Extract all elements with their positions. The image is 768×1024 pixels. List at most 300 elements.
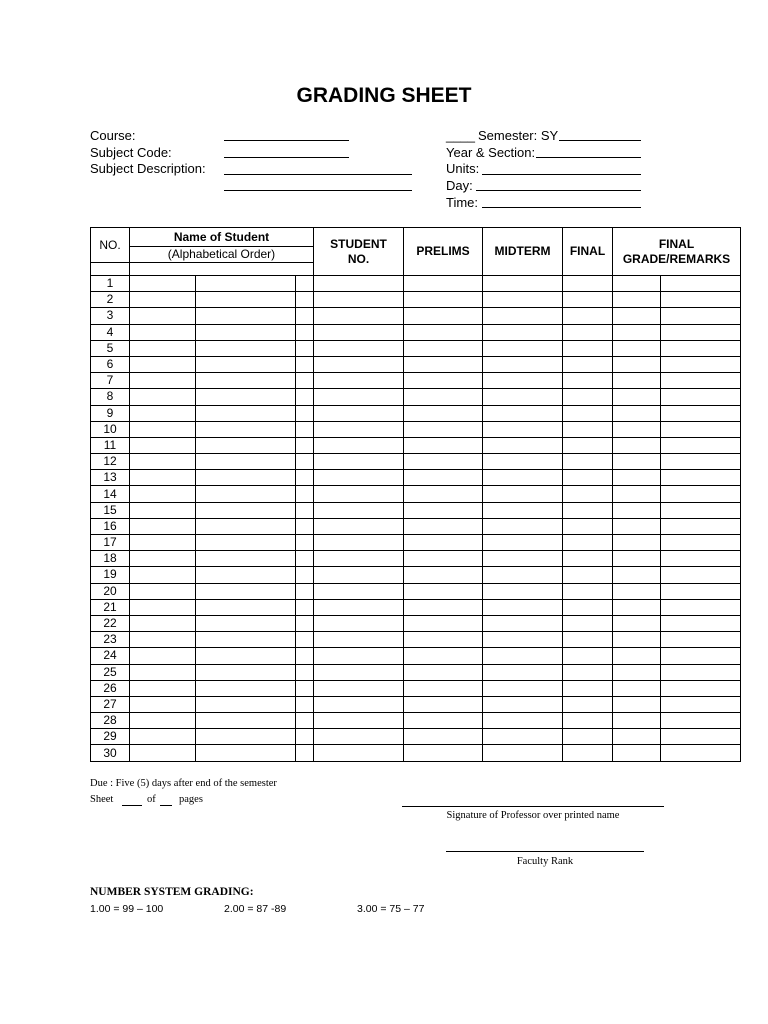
prelims-cell[interactable]: [404, 615, 483, 631]
midterm-cell[interactable]: [483, 470, 563, 486]
final-grade-cell[interactable]: [613, 632, 661, 648]
midterm-cell[interactable]: [483, 454, 563, 470]
last-name-cell[interactable]: [130, 470, 196, 486]
final-cell[interactable]: [563, 389, 613, 405]
final-grade-cell[interactable]: [613, 696, 661, 712]
first-name-cell[interactable]: [196, 713, 296, 729]
student-no-cell[interactable]: [314, 486, 404, 502]
header-midterm: MIDTERM: [483, 228, 563, 276]
student-no-cell[interactable]: [314, 696, 404, 712]
final-cell[interactable]: [563, 535, 613, 551]
prelims-cell[interactable]: [404, 535, 483, 551]
last-name-cell[interactable]: [130, 664, 196, 680]
prelims-cell[interactable]: [404, 551, 483, 567]
last-name-cell[interactable]: [130, 454, 196, 470]
midterm-cell[interactable]: [483, 583, 563, 599]
first-name-cell[interactable]: [196, 292, 296, 308]
student-no-cell[interactable]: [314, 454, 404, 470]
first-name-cell[interactable]: [196, 340, 296, 356]
first-name-cell[interactable]: [196, 421, 296, 437]
last-name-cell[interactable]: [130, 421, 196, 437]
last-name-cell[interactable]: [130, 696, 196, 712]
time-field[interactable]: [482, 207, 641, 208]
last-name-cell[interactable]: [130, 680, 196, 696]
prelims-cell[interactable]: [404, 437, 483, 453]
prelims-cell[interactable]: [404, 567, 483, 583]
first-name-cell[interactable]: [196, 551, 296, 567]
midterm-cell[interactable]: [483, 502, 563, 518]
middle-initial-cell[interactable]: [296, 551, 314, 567]
middle-initial-cell[interactable]: [296, 535, 314, 551]
subject-description-label: Subject Description:: [90, 161, 206, 176]
middle-initial-cell[interactable]: [296, 664, 314, 680]
prelims-cell[interactable]: [404, 470, 483, 486]
first-name-cell[interactable]: [196, 680, 296, 696]
final-grade-cell[interactable]: [613, 324, 661, 340]
subject-description-field[interactable]: [224, 174, 412, 175]
last-name-cell[interactable]: [130, 405, 196, 421]
final-cell[interactable]: [563, 292, 613, 308]
prelims-cell[interactable]: [404, 632, 483, 648]
final-grade-cell[interactable]: [613, 518, 661, 534]
first-name-cell[interactable]: [196, 745, 296, 761]
remarks-cell[interactable]: [661, 696, 741, 712]
student-no-cell[interactable]: [314, 713, 404, 729]
prelims-cell[interactable]: [404, 292, 483, 308]
final-grade-cell[interactable]: [613, 567, 661, 583]
final-cell[interactable]: [563, 729, 613, 745]
midterm-cell[interactable]: [483, 292, 563, 308]
midterm-cell[interactable]: [483, 648, 563, 664]
final-cell[interactable]: [563, 340, 613, 356]
prelims-cell[interactable]: [404, 340, 483, 356]
first-name-cell[interactable]: [196, 437, 296, 453]
midterm-cell[interactable]: [483, 486, 563, 502]
midterm-cell[interactable]: [483, 664, 563, 680]
row-number: 24: [91, 648, 130, 664]
last-name-cell[interactable]: [130, 745, 196, 761]
final-grade-cell[interactable]: [613, 340, 661, 356]
middle-initial-cell[interactable]: [296, 632, 314, 648]
final-cell[interactable]: [563, 696, 613, 712]
header-final-grade-line1: FINAL: [658, 236, 695, 251]
total-pages-field[interactable]: [160, 805, 172, 806]
final-grade-cell[interactable]: [613, 292, 661, 308]
student-no-cell[interactable]: [314, 324, 404, 340]
first-name-cell[interactable]: [196, 567, 296, 583]
last-name-cell[interactable]: [130, 567, 196, 583]
student-no-cell[interactable]: [314, 502, 404, 518]
first-name-cell[interactable]: [196, 405, 296, 421]
row-number: 23: [91, 632, 130, 648]
header-prelims: PRELIMS: [404, 228, 483, 276]
prelims-cell[interactable]: [404, 324, 483, 340]
semester-field[interactable]: [559, 140, 641, 141]
student-no-cell[interactable]: [314, 664, 404, 680]
remarks-cell[interactable]: [661, 421, 741, 437]
prelims-cell[interactable]: [404, 502, 483, 518]
midterm-cell[interactable]: [483, 745, 563, 761]
row-number: 10: [91, 421, 130, 437]
remarks-cell[interactable]: [661, 583, 741, 599]
midterm-cell[interactable]: [483, 632, 563, 648]
middle-initial-cell[interactable]: [296, 470, 314, 486]
student-no-cell[interactable]: [314, 680, 404, 696]
prelims-cell[interactable]: [404, 696, 483, 712]
first-name-cell[interactable]: [196, 615, 296, 631]
final-grade-cell[interactable]: [613, 502, 661, 518]
first-name-cell[interactable]: [196, 518, 296, 534]
final-cell[interactable]: [563, 518, 613, 534]
prelims-cell[interactable]: [404, 373, 483, 389]
subject-code-field[interactable]: [224, 157, 349, 158]
final-cell[interactable]: [563, 664, 613, 680]
final-grade-cell[interactable]: [613, 276, 661, 292]
student-no-cell[interactable]: [314, 292, 404, 308]
middle-initial-cell[interactable]: [296, 340, 314, 356]
last-name-cell[interactable]: [130, 389, 196, 405]
first-name-cell[interactable]: [196, 356, 296, 372]
final-cell[interactable]: [563, 745, 613, 761]
midterm-cell[interactable]: [483, 518, 563, 534]
prelims-cell[interactable]: [404, 421, 483, 437]
final-cell[interactable]: [563, 502, 613, 518]
final-grade-cell[interactable]: [613, 389, 661, 405]
final-cell[interactable]: [563, 356, 613, 372]
prelims-cell[interactable]: [404, 308, 483, 324]
prelims-cell[interactable]: [404, 664, 483, 680]
midterm-cell[interactable]: [483, 373, 563, 389]
middle-initial-cell[interactable]: [296, 324, 314, 340]
final-cell[interactable]: [563, 680, 613, 696]
final-grade-cell[interactable]: [613, 648, 661, 664]
midterm-cell[interactable]: [483, 405, 563, 421]
middle-initial-cell[interactable]: [296, 615, 314, 631]
header-student-no-line1: STUDENT: [330, 236, 387, 251]
prelims-cell[interactable]: [404, 389, 483, 405]
final-cell[interactable]: [563, 583, 613, 599]
student-no-cell[interactable]: [314, 421, 404, 437]
final-cell[interactable]: [563, 632, 613, 648]
last-name-cell[interactable]: [130, 486, 196, 502]
final-cell[interactable]: [563, 421, 613, 437]
table-row: [91, 486, 741, 502]
middle-initial-cell[interactable]: [296, 745, 314, 761]
last-name-cell[interactable]: [130, 518, 196, 534]
year-section-field[interactable]: [536, 157, 641, 158]
prelims-cell[interactable]: [404, 745, 483, 761]
grading-table: [90, 227, 741, 762]
student-no-cell[interactable]: [314, 356, 404, 372]
remarks-cell[interactable]: [661, 437, 741, 453]
final-grade-cell[interactable]: [613, 583, 661, 599]
final-grade-cell[interactable]: [613, 454, 661, 470]
remarks-cell[interactable]: [661, 276, 741, 292]
midterm-cell[interactable]: [483, 308, 563, 324]
sheet-number-field[interactable]: [122, 805, 142, 806]
midterm-cell[interactable]: [483, 729, 563, 745]
first-name-cell[interactable]: [196, 583, 296, 599]
middle-initial-cell[interactable]: [296, 648, 314, 664]
last-name-cell[interactable]: [130, 308, 196, 324]
student-no-cell[interactable]: [314, 470, 404, 486]
middle-initial-cell[interactable]: [296, 696, 314, 712]
student-no-cell[interactable]: [314, 632, 404, 648]
final-cell[interactable]: [563, 599, 613, 615]
remarks-cell[interactable]: [661, 729, 741, 745]
final-grade-cell[interactable]: [613, 680, 661, 696]
final-cell[interactable]: [563, 470, 613, 486]
remarks-cell[interactable]: [661, 405, 741, 421]
final-grade-cell[interactable]: [613, 308, 661, 324]
final-cell[interactable]: [563, 486, 613, 502]
remarks-cell[interactable]: [661, 324, 741, 340]
prelims-cell[interactable]: [404, 599, 483, 615]
student-no-cell[interactable]: [314, 276, 404, 292]
middle-initial-cell[interactable]: [296, 583, 314, 599]
remarks-cell[interactable]: [661, 599, 741, 615]
last-name-cell[interactable]: [130, 340, 196, 356]
remarks-cell[interactable]: [661, 680, 741, 696]
first-name-cell[interactable]: [196, 308, 296, 324]
first-name-cell[interactable]: [196, 599, 296, 615]
student-no-cell[interactable]: [314, 518, 404, 534]
final-grade-cell[interactable]: [613, 664, 661, 680]
midterm-cell[interactable]: [483, 713, 563, 729]
student-no-cell[interactable]: [314, 308, 404, 324]
midterm-cell[interactable]: [483, 356, 563, 372]
remarks-cell[interactable]: [661, 356, 741, 372]
midterm-cell[interactable]: [483, 680, 563, 696]
first-name-cell[interactable]: [196, 470, 296, 486]
prelims-cell[interactable]: [404, 680, 483, 696]
final-cell[interactable]: [563, 567, 613, 583]
student-no-cell[interactable]: [314, 373, 404, 389]
first-name-cell[interactable]: [196, 324, 296, 340]
last-name-cell[interactable]: [130, 551, 196, 567]
middle-initial-cell[interactable]: [296, 454, 314, 470]
final-cell[interactable]: [563, 713, 613, 729]
last-name-cell[interactable]: [130, 437, 196, 453]
student-no-cell[interactable]: [314, 745, 404, 761]
middle-initial-cell[interactable]: [296, 292, 314, 308]
middle-initial-cell[interactable]: [296, 502, 314, 518]
first-name-cell[interactable]: [196, 632, 296, 648]
final-grade-cell[interactable]: [613, 713, 661, 729]
header-final-grade-line2: GRADE/REMARKS: [622, 251, 731, 266]
final-cell[interactable]: [563, 648, 613, 664]
middle-initial-cell[interactable]: [296, 276, 314, 292]
student-no-cell[interactable]: [314, 340, 404, 356]
final-grade-cell[interactable]: [613, 373, 661, 389]
first-name-cell[interactable]: [196, 486, 296, 502]
last-name-cell[interactable]: [130, 648, 196, 664]
remarks-cell[interactable]: [661, 486, 741, 502]
student-no-cell[interactable]: [314, 729, 404, 745]
final-cell[interactable]: [563, 437, 613, 453]
remarks-cell[interactable]: [661, 502, 741, 518]
first-name-cell[interactable]: [196, 502, 296, 518]
remarks-cell[interactable]: [661, 308, 741, 324]
middle-initial-cell[interactable]: [296, 729, 314, 745]
final-cell[interactable]: [563, 405, 613, 421]
last-name-cell[interactable]: [130, 292, 196, 308]
midterm-cell[interactable]: [483, 567, 563, 583]
first-name-cell[interactable]: [196, 389, 296, 405]
last-name-cell[interactable]: [130, 324, 196, 340]
prelims-cell[interactable]: [404, 729, 483, 745]
course-label: Course:: [90, 128, 136, 143]
prelims-cell[interactable]: [404, 356, 483, 372]
student-no-cell[interactable]: [314, 615, 404, 631]
table-row: [91, 502, 741, 518]
middle-initial-cell[interactable]: [296, 518, 314, 534]
final-grade-cell[interactable]: [613, 615, 661, 631]
middle-initial-cell[interactable]: [296, 308, 314, 324]
first-name-cell[interactable]: [196, 454, 296, 470]
midterm-cell[interactable]: [483, 696, 563, 712]
middle-initial-cell[interactable]: [296, 599, 314, 615]
student-no-cell[interactable]: [314, 648, 404, 664]
faculty-rank-label: Faculty Rank: [516, 856, 574, 867]
final-grade-cell[interactable]: [613, 486, 661, 502]
final-grade-cell[interactable]: [613, 551, 661, 567]
final-grade-cell[interactable]: [613, 470, 661, 486]
student-no-cell[interactable]: [314, 389, 404, 405]
prelims-cell[interactable]: [404, 648, 483, 664]
middle-initial-cell[interactable]: [296, 356, 314, 372]
midterm-cell[interactable]: [483, 615, 563, 631]
final-cell[interactable]: [563, 276, 613, 292]
final-grade-cell[interactable]: [613, 745, 661, 761]
student-no-cell[interactable]: [314, 599, 404, 615]
middle-initial-cell[interactable]: [296, 486, 314, 502]
first-name-cell[interactable]: [196, 373, 296, 389]
final-grade-cell[interactable]: [613, 421, 661, 437]
signature-line[interactable]: [402, 806, 664, 807]
last-name-cell[interactable]: [130, 599, 196, 615]
final-grade-cell[interactable]: [613, 356, 661, 372]
remarks-cell[interactable]: [661, 632, 741, 648]
midterm-cell[interactable]: [483, 421, 563, 437]
midterm-cell[interactable]: [483, 599, 563, 615]
units-field[interactable]: [482, 174, 641, 175]
remarks-cell[interactable]: [661, 340, 741, 356]
remarks-cell[interactable]: [661, 713, 741, 729]
last-name-cell[interactable]: [130, 502, 196, 518]
time-label: Time:: [446, 195, 479, 210]
prelims-cell[interactable]: [404, 583, 483, 599]
student-no-cell[interactable]: [314, 567, 404, 583]
remarks-cell[interactable]: [661, 518, 741, 534]
last-name-cell[interactable]: [130, 535, 196, 551]
midterm-cell[interactable]: [483, 389, 563, 405]
midterm-cell[interactable]: [483, 551, 563, 567]
remarks-cell[interactable]: [661, 373, 741, 389]
final-cell[interactable]: [563, 551, 613, 567]
middle-initial-cell[interactable]: [296, 713, 314, 729]
midterm-cell[interactable]: [483, 276, 563, 292]
remarks-cell[interactable]: [661, 470, 741, 486]
last-name-cell[interactable]: [130, 615, 196, 631]
final-cell[interactable]: [563, 373, 613, 389]
midterm-cell[interactable]: [483, 437, 563, 453]
remarks-cell[interactable]: [661, 567, 741, 583]
final-grade-cell[interactable]: [613, 437, 661, 453]
remarks-cell[interactable]: [661, 389, 741, 405]
last-name-cell[interactable]: [130, 729, 196, 745]
course-field[interactable]: [224, 140, 349, 141]
middle-initial-cell[interactable]: [296, 405, 314, 421]
middle-initial-cell[interactable]: [296, 680, 314, 696]
midterm-cell[interactable]: [483, 535, 563, 551]
middle-initial-cell[interactable]: [296, 389, 314, 405]
middle-initial-cell[interactable]: [296, 373, 314, 389]
final-grade-cell[interactable]: [613, 535, 661, 551]
student-no-cell[interactable]: [314, 583, 404, 599]
first-name-cell[interactable]: [196, 535, 296, 551]
remarks-cell[interactable]: [661, 664, 741, 680]
prelims-cell[interactable]: [404, 405, 483, 421]
final-grade-cell[interactable]: [613, 599, 661, 615]
middle-initial-cell[interactable]: [296, 567, 314, 583]
last-name-cell[interactable]: [130, 713, 196, 729]
final-grade-cell[interactable]: [613, 405, 661, 421]
remarks-cell[interactable]: [661, 551, 741, 567]
last-name-cell[interactable]: [130, 632, 196, 648]
first-name-cell[interactable]: [196, 696, 296, 712]
remarks-cell[interactable]: [661, 745, 741, 761]
student-no-cell[interactable]: [314, 551, 404, 567]
day-field[interactable]: [476, 190, 641, 191]
remarks-cell[interactable]: [661, 292, 741, 308]
first-name-cell[interactable]: [196, 729, 296, 745]
final-cell[interactable]: [563, 454, 613, 470]
midterm-cell[interactable]: [483, 324, 563, 340]
first-name-cell[interactable]: [196, 276, 296, 292]
final-grade-cell[interactable]: [613, 729, 661, 745]
last-name-cell[interactable]: [130, 356, 196, 372]
subject-description-field-2[interactable]: [224, 190, 412, 191]
final-cell[interactable]: [563, 324, 613, 340]
first-name-cell[interactable]: [196, 664, 296, 680]
remarks-cell[interactable]: [661, 648, 741, 664]
table-row: [91, 308, 741, 324]
prelims-cell[interactable]: [404, 276, 483, 292]
remarks-cell[interactable]: [661, 615, 741, 631]
last-name-cell[interactable]: [130, 373, 196, 389]
prelims-cell[interactable]: [404, 486, 483, 502]
prelims-cell[interactable]: [404, 518, 483, 534]
remarks-cell[interactable]: [661, 535, 741, 551]
middle-initial-cell[interactable]: [296, 421, 314, 437]
prelims-cell[interactable]: [404, 454, 483, 470]
middle-initial-cell[interactable]: [296, 437, 314, 453]
last-name-cell[interactable]: [130, 276, 196, 292]
student-no-cell[interactable]: [314, 535, 404, 551]
faculty-rank-line[interactable]: [446, 851, 644, 852]
student-no-cell[interactable]: [314, 405, 404, 421]
midterm-cell[interactable]: [483, 340, 563, 356]
last-name-cell[interactable]: [130, 583, 196, 599]
first-name-cell[interactable]: [196, 648, 296, 664]
final-cell[interactable]: [563, 615, 613, 631]
remarks-cell[interactable]: [661, 454, 741, 470]
student-no-cell[interactable]: [314, 437, 404, 453]
prelims-cell[interactable]: [404, 713, 483, 729]
final-cell[interactable]: [563, 308, 613, 324]
table-row: [91, 696, 741, 712]
